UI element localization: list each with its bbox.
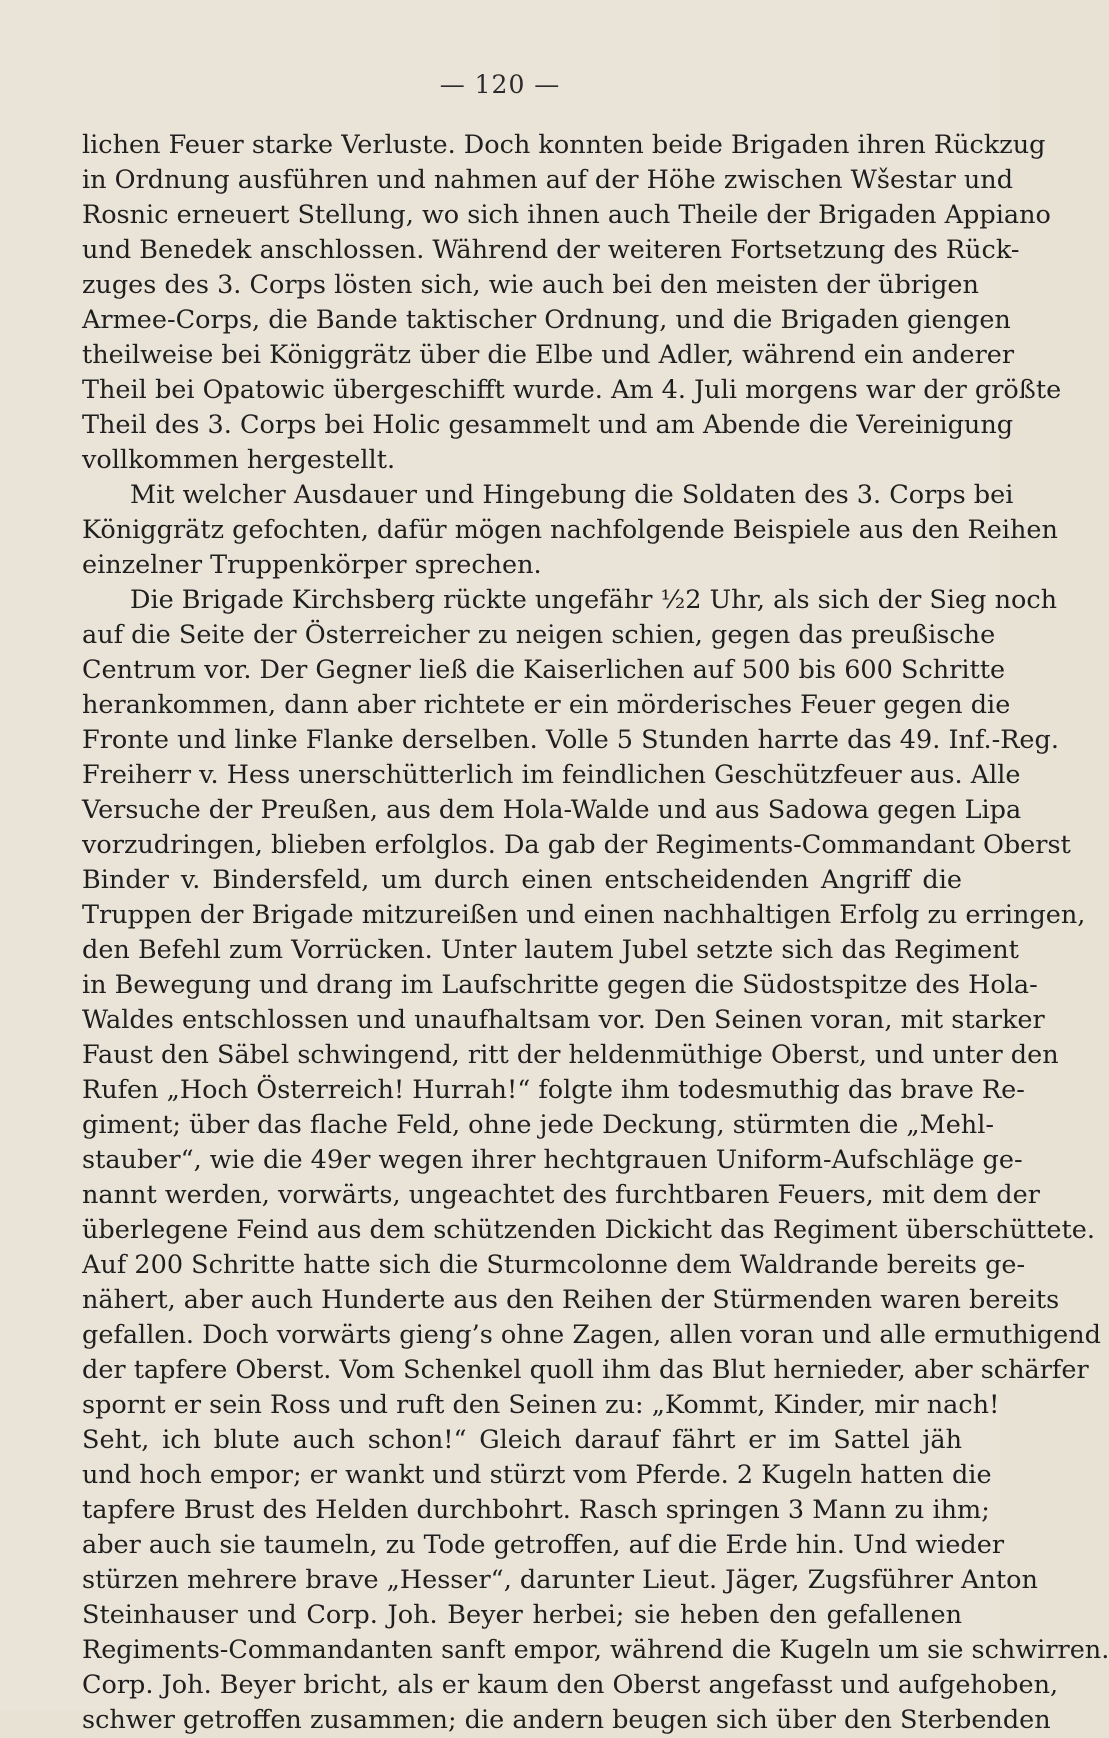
- text-line: Versuche der Preußen, aus dem Hola-Walde und aus Sadowa gegen Lipa: [82, 795, 1022, 825]
- text-line: herankommen, dann aber richtete er ein mörderisches Feuer gegen die: [82, 690, 1011, 720]
- text-line: Rosnic erneuert Stellung, wo sich ihnen auch Theile der Brigaden Appiano: [82, 200, 1051, 230]
- body-text: [82, 128, 1109, 1738]
- text-line: und hoch empor; er wankt und stürzt vom Pferde. 2 Kugeln hatten die: [82, 1460, 992, 1490]
- text-line: tapfere Brust des Helden durchbohrt. Rasch springen 3 Mann zu ihm;: [82, 1495, 990, 1525]
- text-line: und Benedek anschlossen. Während der weiteren Fortsetzung des Rück-: [82, 235, 1020, 265]
- text-line: giment; über das flache Feld, ohne jede Deckung, stürmten die „Mehl-: [82, 1110, 994, 1140]
- text-line: aber auch sie taumeln, zu Tode getroffen, auf die Erde hin. Und wieder: [82, 1530, 1005, 1560]
- text-line: Mit welcher Ausdauer und Hingebung die Soldaten des 3. Corps bei: [130, 480, 1014, 510]
- text-line: Truppen der Brigade mitzureißen und einen nachhaltigen Erfolg zu erringen,: [82, 900, 1086, 930]
- text-line: Die Brigade Kirchsberg rückte ungefähr ½2 Uhr, als sich der Sieg noch: [130, 585, 1058, 615]
- text-line: zuges des 3. Corps lösten sich, wie auch bei den meisten der übrigen: [82, 270, 979, 300]
- text-line: theilweise bei Königgrätz über die Elbe und Adler, während ein anderer: [82, 340, 1015, 370]
- text-line: stürzen mehrere brave „Hesser“, darunter Lieut. Jäger, Zugsführer Anton: [82, 1565, 1038, 1595]
- text-line: Theil des 3. Corps bei Holic gesammelt und am Abende die Vereinigung: [82, 410, 1014, 440]
- text-line: spornt er sein Ross und ruft den Seinen zu: „Kommt, Kinder, mir nach!: [82, 1390, 1000, 1420]
- text-line: Steinhauser und Corp. Joh. Beyer herbei; sie heben den gefallenen: [82, 1600, 962, 1630]
- text-line: Corp. Joh. Beyer bricht, als er kaum den Oberst angefasst und aufgehoben,: [82, 1670, 1059, 1700]
- text-line: in Bewegung und drang im Laufschritte gegen die Südostspitze des Hola-: [82, 970, 1038, 1000]
- text-line: schwer getroffen zusammen; die andern beugen sich über den Sterbenden: [82, 1705, 1051, 1735]
- text-line: überlegene Feind aus dem schützenden Dickicht das Regiment überschüttete.: [82, 1215, 1095, 1245]
- text-line: nannt werden, vorwärts, ungeachtet des furchtbaren Feuers, mit dem der: [82, 1180, 1040, 1210]
- text-line: Armee-Corps, die Bande taktischer Ordnung, und die Brigaden giengen: [82, 305, 1011, 335]
- text-line: nähert, aber auch Hunderte aus den Reihen der Stürmenden waren bereits: [82, 1285, 1060, 1315]
- text-line: Theil bei Opatowic übergeschifft wurde. Am 4. Juli morgens war der größte: [82, 375, 1062, 405]
- text-line: Binder v. Bindersfeld, um durch einen entscheidenden Angriff die: [82, 865, 962, 895]
- text-line: Seht, ich blute auch schon!“ Gleich darauf fährt er im Sattel jäh: [82, 1425, 962, 1455]
- text-line: gefallen. Doch vorwärts gieng’s ohne Zagen, allen voran und alle ermuthigend: [82, 1320, 1101, 1350]
- text-line: einzelner Truppenkörper sprechen.: [82, 550, 542, 580]
- text-line: Fronte und linke Flanke derselben. Volle 5 Stunden harrte das 49. Inf.-Reg.: [82, 725, 1059, 755]
- text-line: Waldes entschlossen und unaufhaltsam vor. Den Seinen voran, mit starker: [82, 1005, 1045, 1035]
- text-line: Freiherr v. Hess unerschütterlich im feindlichen Geschützfeuer aus. Alle: [82, 760, 1021, 790]
- text-line: Rufen „Hoch Österreich! Hurrah!“ folgte ihm todesmuthig das brave Re-: [82, 1075, 1025, 1105]
- page-number: — 120 —: [439, 70, 561, 99]
- text-line: Königgrätz gefochten, dafür mögen nachfolgende Beispiele aus den Reihen: [82, 515, 1058, 545]
- text-line: lichen Feuer starke Verluste. Doch konnten beide Brigaden ihren Rückzug: [82, 130, 1046, 160]
- text-line: stauber“, wie die 49er wegen ihrer hechtgrauen Uniform-Aufschläge ge-: [82, 1145, 1023, 1175]
- text-line: in Ordnung ausführen und nahmen auf der Höhe zwischen Wšestar und: [82, 165, 1014, 195]
- text-line: den Befehl zum Vorrücken. Unter lautem Jubel setzte sich das Regiment: [82, 935, 1019, 965]
- text-line: Faust den Säbel schwingend, ritt der heldenmüthige Oberst, und unter den: [82, 1040, 1059, 1070]
- text-line: der tapfere Oberst. Vom Schenkel quoll ihm das Blut hernieder, aber schärfer: [82, 1355, 1089, 1385]
- text-line: vollkommen hergestellt.: [82, 445, 396, 475]
- text-line: Regiments-Commandanten sanft empor, während die Kugeln um sie schwirren.: [82, 1635, 1109, 1665]
- text-line: Auf 200 Schritte hatte sich die Sturmcolonne dem Waldrande bereits ge-: [82, 1250, 1026, 1280]
- text-line: Centrum vor. Der Gegner ließ die Kaiserlichen auf 500 bis 600 Schritte: [82, 655, 1006, 685]
- text-line: vorzudringen, blieben erfolglos. Da gab der Regiments-Commandant Oberst: [82, 830, 1071, 860]
- text-line: auf die Seite der Österreicher zu neigen schien, gegen das preußische: [82, 620, 996, 650]
